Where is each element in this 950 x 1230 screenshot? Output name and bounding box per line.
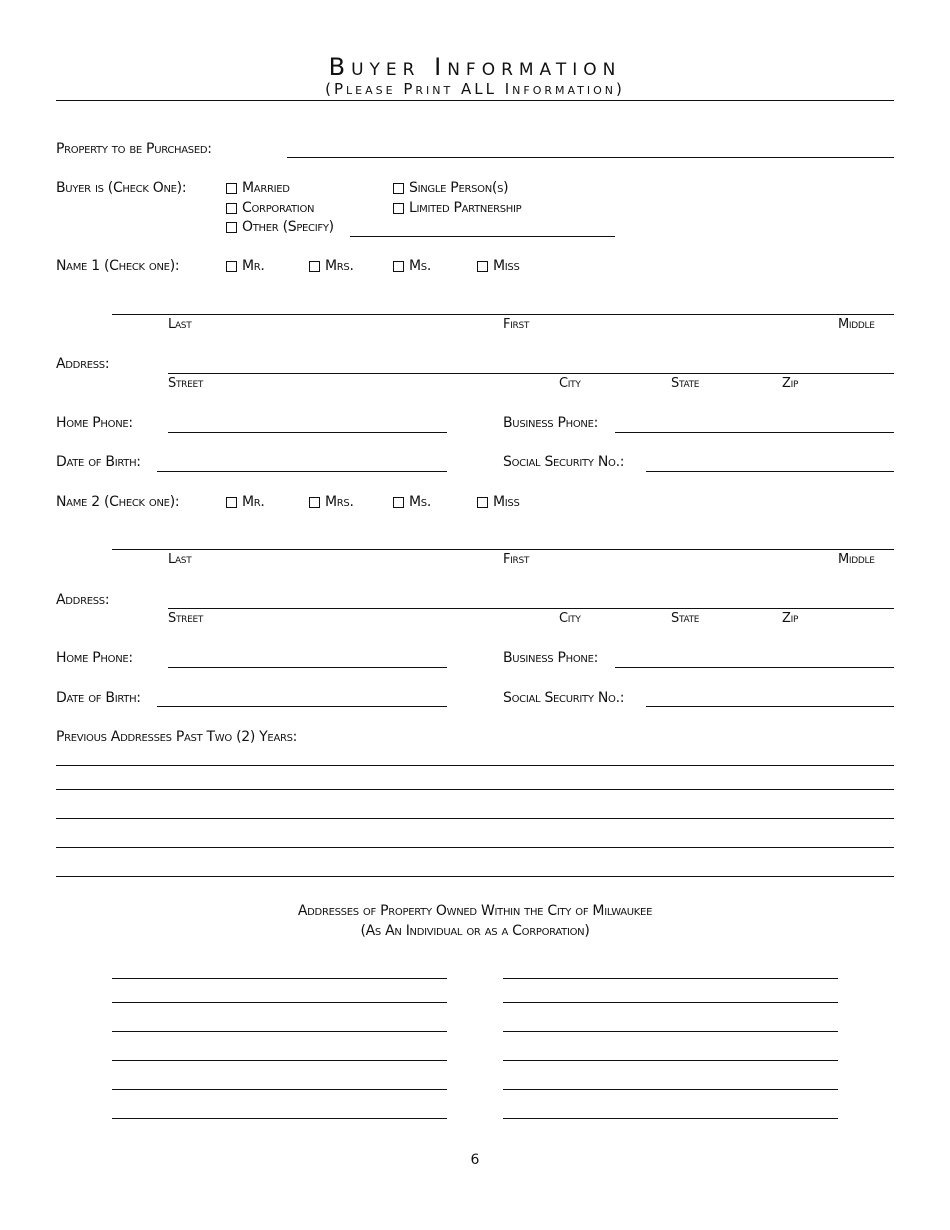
single-person-label: Single Person(s) (409, 180, 509, 196)
checkbox-icon (226, 183, 237, 194)
owned-property-heading: Addresses of Property Owned Within the City of Milwaukee (297, 903, 653, 919)
page-title: Buyer Information (328, 53, 622, 81)
checkbox-icon (393, 203, 404, 214)
checkbox-icon (393, 261, 404, 272)
name2-ms-checkbox[interactable] (393, 493, 431, 511)
name2-mr-checkbox[interactable] (226, 493, 265, 511)
checkbox-icon (309, 261, 320, 272)
limited-partnership-label: Limited Partnership (409, 200, 522, 216)
name1-ms-checkbox[interactable] (393, 257, 431, 275)
mrs-label: Mrs. (325, 494, 354, 510)
owned-property-line-left[interactable] (112, 1118, 447, 1119)
name2-mrs-checkbox[interactable] (309, 493, 354, 511)
previous-address-line[interactable] (56, 818, 894, 819)
checkbox-icon (309, 497, 320, 508)
name1-mr-checkbox[interactable] (226, 257, 265, 275)
home-phone2-label: Home Phone: (56, 650, 133, 666)
home-phone2-input-line[interactable] (168, 667, 447, 668)
address1-city-caption: City (559, 376, 581, 391)
ssn2-input-line[interactable] (646, 706, 894, 707)
checkbox-icon (477, 261, 488, 272)
owned-property-line-left[interactable] (112, 978, 447, 979)
mr-label: Mr. (242, 494, 265, 510)
previous-address-line[interactable] (56, 847, 894, 848)
property-label: Property to be Purchased: (56, 141, 212, 157)
address1-street-caption: Street (168, 376, 204, 391)
business-phone2-label: Business Phone: (503, 650, 599, 666)
owned-property-line-left[interactable] (112, 1060, 447, 1061)
name1-miss-checkbox[interactable] (477, 257, 520, 275)
checkbox-icon (393, 183, 404, 194)
business-phone1-label: Business Phone: (503, 415, 599, 431)
name2-last-caption: Last (168, 552, 192, 567)
address2-zip-caption: Zip (782, 611, 799, 626)
page-number: 6 (470, 1152, 480, 1168)
address2-street-caption: Street (168, 611, 204, 626)
ms-label: Ms. (409, 494, 431, 510)
owned-property-subheading: (As An Individual or as a Corporation) (360, 923, 590, 939)
mr-label: Mr. (242, 258, 265, 274)
other-specify-checkbox[interactable] (226, 218, 334, 236)
checkbox-icon (226, 222, 237, 233)
ms-label: Ms. (409, 258, 431, 274)
miss-label: Miss (493, 494, 520, 510)
page-subtitle: (Please Print ALL Information) (325, 80, 625, 98)
address1-label: Address: (56, 356, 110, 372)
limited-partnership-checkbox[interactable] (393, 199, 521, 217)
business-phone2-input-line[interactable] (615, 667, 894, 668)
owned-property-line-left[interactable] (112, 1002, 447, 1003)
address2-input-line[interactable] (168, 608, 894, 609)
owned-property-line-right[interactable] (503, 1031, 838, 1032)
dob1-label: Date of Birth: (56, 454, 141, 470)
owned-property-line-left[interactable] (112, 1031, 447, 1032)
owned-property-line-right[interactable] (503, 1089, 838, 1090)
header-rule (56, 100, 894, 101)
name2-label: Name 2 (Check one): (56, 494, 180, 510)
dob2-input-line[interactable] (157, 706, 447, 707)
home-phone1-label: Home Phone: (56, 415, 133, 431)
name1-middle-caption: Middle (838, 317, 875, 332)
name1-last-caption: Last (168, 317, 192, 332)
business-phone1-input-line[interactable] (615, 432, 894, 433)
previous-address-line[interactable] (56, 789, 894, 790)
property-input-line[interactable] (287, 157, 894, 158)
corporation-label: Corporation (242, 200, 315, 216)
name2-first-caption: First (503, 552, 530, 567)
owned-property-line-right[interactable] (503, 1002, 838, 1003)
address2-state-caption: State (671, 611, 700, 626)
dob2-label: Date of Birth: (56, 690, 141, 706)
ssn2-label: Social Security No.: (503, 690, 625, 706)
checkbox-icon (477, 497, 488, 508)
dob1-input-line[interactable] (157, 471, 447, 472)
address1-zip-caption: Zip (782, 376, 799, 391)
previous-address-line[interactable] (56, 765, 894, 766)
name1-input-line[interactable] (112, 314, 894, 315)
other-specify-label: Other (Specify) (242, 219, 334, 235)
name1-mrs-checkbox[interactable] (309, 257, 354, 275)
address1-input-line[interactable] (168, 373, 894, 374)
name1-first-caption: First (503, 317, 530, 332)
name2-input-line[interactable] (112, 549, 894, 550)
checkbox-icon (226, 261, 237, 272)
mrs-label: Mrs. (325, 258, 354, 274)
ssn1-label: Social Security No.: (503, 454, 625, 470)
previous-addresses-label: Previous Addresses Past Two (2) Years: (56, 729, 298, 745)
name2-miss-checkbox[interactable] (477, 493, 520, 511)
other-specify-input-line[interactable] (350, 236, 615, 237)
married-label: Married (242, 180, 290, 196)
single-person-checkbox[interactable] (393, 179, 508, 197)
address2-label: Address: (56, 592, 110, 608)
name2-middle-caption: Middle (838, 552, 875, 567)
checkbox-icon (226, 203, 237, 214)
checkbox-icon (393, 497, 404, 508)
owned-property-line-right[interactable] (503, 978, 838, 979)
owned-property-line-right[interactable] (503, 1060, 838, 1061)
previous-address-line[interactable] (56, 876, 894, 877)
checkbox-icon (226, 497, 237, 508)
buyer-is-label: Buyer is (Check One): (56, 180, 187, 196)
corporation-checkbox[interactable] (226, 199, 314, 217)
address2-city-caption: City (559, 611, 581, 626)
married-checkbox[interactable] (226, 179, 290, 197)
name1-label: Name 1 (Check one): (56, 258, 180, 274)
address1-state-caption: State (671, 376, 700, 391)
home-phone1-input-line[interactable] (168, 432, 447, 433)
ssn1-input-line[interactable] (646, 471, 894, 472)
miss-label: Miss (493, 258, 520, 274)
owned-property-line-left[interactable] (112, 1089, 447, 1090)
owned-property-line-right[interactable] (503, 1118, 838, 1119)
